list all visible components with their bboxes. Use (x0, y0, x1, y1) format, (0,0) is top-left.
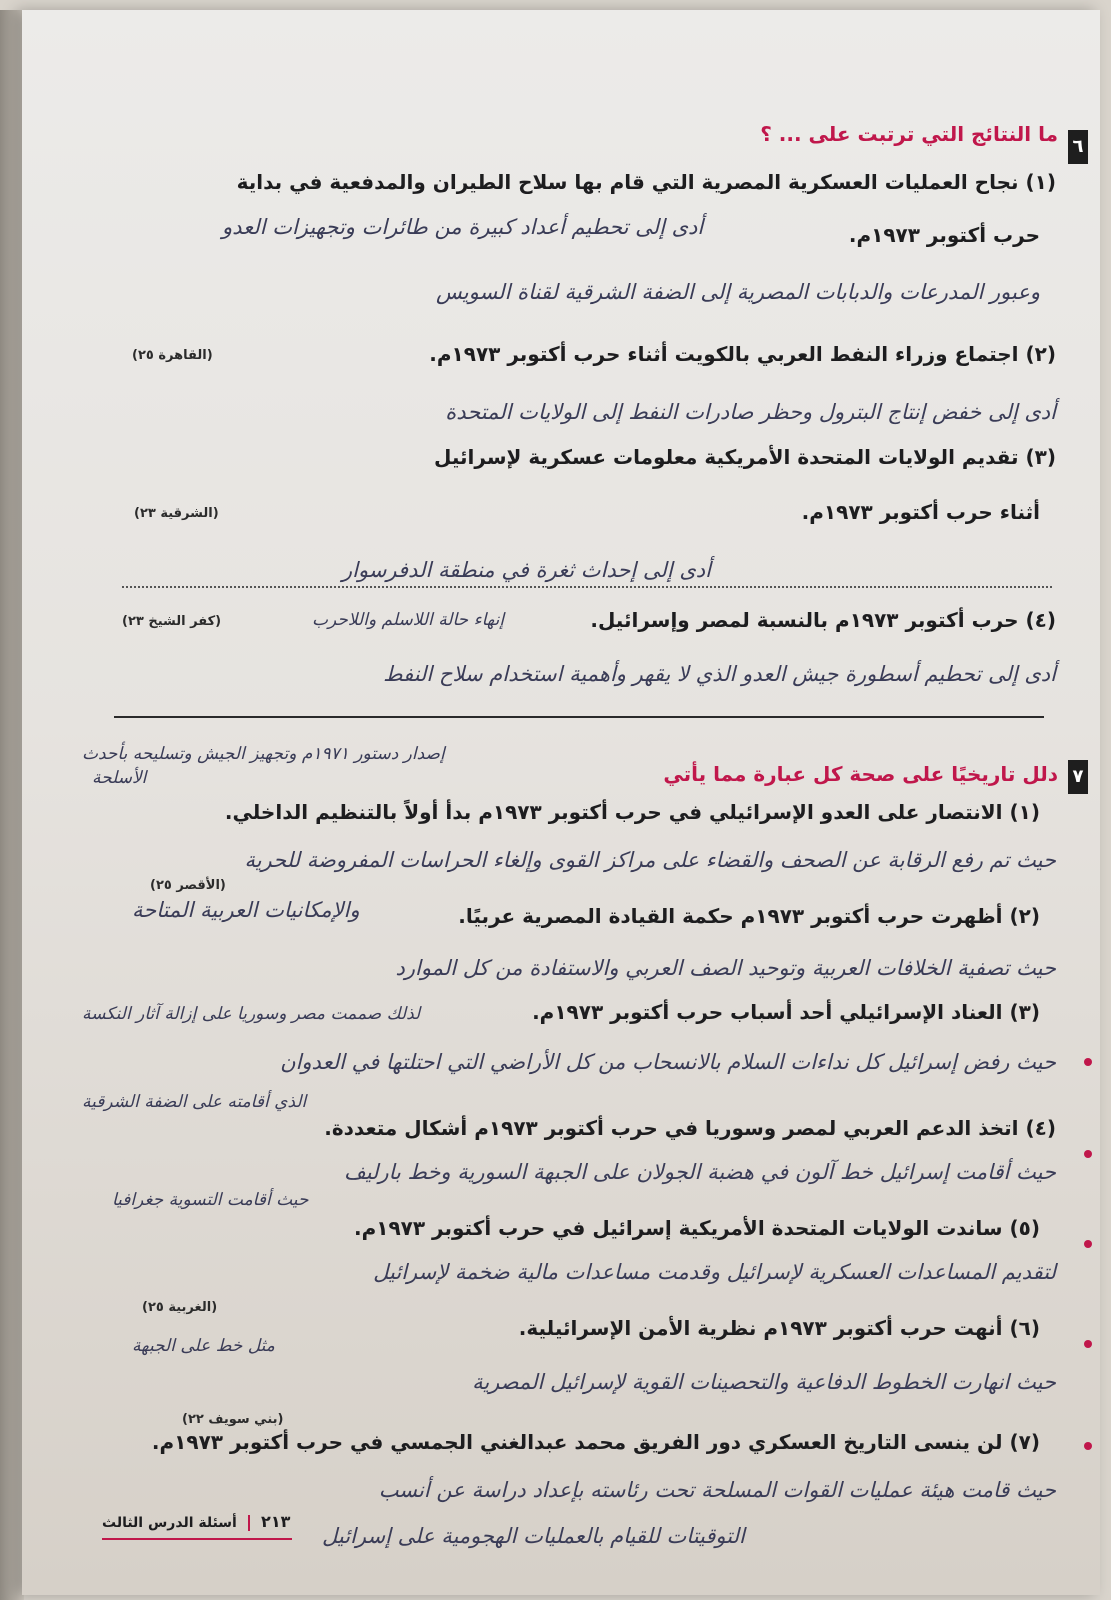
q7-item-6-line-1: (٦) أنهت حرب أكتوبر ١٩٧٣م نظرية الأمن الإسرائيلية. (518, 1316, 1040, 1340)
margin-bullet (1084, 1340, 1092, 1348)
answer-dotted-line (122, 586, 1052, 588)
margin-bullet (1084, 1150, 1092, 1158)
q7-item-7-answer-2: التوقيتات للقيام بالعمليات الهجومية على إسرائيل (322, 1524, 745, 1548)
book-spine (0, 10, 24, 1600)
q6-item-2-line-1: (٢) اجتماع وزراء النفط العربي بالكويت أثناء حرب أكتوبر ١٩٧٣م. (429, 342, 1056, 366)
page-footer (102, 1512, 290, 1531)
footer-section-title: أسئلة الدرس الثالث (102, 1515, 237, 1531)
q7-item-7-source: (بني سويف ٢٢) (182, 1412, 284, 1427)
margin-bullet (1084, 1442, 1092, 1450)
q6-item-1-line-2: حرب أكتوبر ١٩٧٣م. (848, 223, 1040, 247)
q7-item-4-line-1: (٤) اتخذ الدعم العربي لمصر وسوريا في حرب أكتوبر ١٩٧٣م أشكال متعددة. (324, 1116, 1056, 1140)
q6-item-1-answer-1: أدى إلى تحطيم أعداد كبيرة من طائرات وتجهيزات العدو (222, 215, 704, 239)
q7-item-1-line-1: (١) الانتصار على العدو الإسرائيلي في حرب أكتوبر ١٩٧٣م بدأ أولاً بالتنظيم الداخلي. (224, 800, 1040, 824)
q7-item-5-line-answer: حيث أقامت التسوية جغرافيا (112, 1190, 309, 1210)
q6-item-2-source: (القاهرة ٢٥) (132, 348, 213, 363)
q7-item-3-answer-1: حيث رفض إسرائيل كل نداءات السلام بالانسحاب من كل الأراضي التي احتلتها في العدوان (280, 1050, 1056, 1074)
q6-item-2-answer-1: أدى إلى خفض إنتاج البترول وحظر صادرات النفط إلى الولايات المتحدة (445, 400, 1056, 424)
margin-bullet (1084, 1240, 1092, 1248)
footer-underline (102, 1538, 292, 1540)
footer-page-number: ٢١٣ (261, 1512, 291, 1531)
section-divider (114, 716, 1044, 718)
q6-item-3-line-1: (٣) تقديم الولايات المتحدة الأمريكية معلومات عسكرية لإسرائيل (434, 445, 1056, 469)
q7-item-2-answer-1: حيث تصفية الخلافات العربية وتوحيد الصف العربي والاستفادة من كل الموارد (395, 956, 1056, 980)
q7-item-4-line-answer: الذي أقامته على الضفة الشرقية (82, 1092, 307, 1112)
q6-item-3-line-2: أثناء حرب أكتوبر ١٩٧٣م. (801, 500, 1040, 524)
q7-item-1-answer-1: حيث تم رفع الرقابة عن الصحف والقضاء على مراكز القوى وإلغاء الحراسات المفروضة للحرية (244, 848, 1056, 872)
q7-item-2-line-answer: والإمكانيات العربية المتاحة (132, 898, 360, 922)
margin-bullet (1084, 1058, 1092, 1066)
q7-item-5-answer-1: لتقديم المساعدات العسكرية لإسرائيل وقدمت مساعدات مالية ضخمة لإسرائيل (373, 1260, 1056, 1284)
question-6-title: ما النتائج التي ترتبت على ... ؟ (760, 122, 1058, 146)
q7-title-answer-1: إصدار دستور ١٩٧١م وتجهيز الجيش وتسليحه بأحدث (82, 744, 445, 764)
q7-item-7-line-1: (٧) لن ينسى التاريخ العسكري دور الفريق محمد عبدالغني الجمسي في حرب أكتوبر ١٩٧٣م. (151, 1430, 1040, 1454)
book-page (22, 10, 1100, 1595)
q7-item-6-answer-1: حيث انهارت الخطوط الدفاعية والتحصينات القوية لإسرائيل المصرية (472, 1370, 1056, 1394)
q6-item-1-answer-2: وعبور المدرعات والدبابات المصرية إلى الضفة الشرقية لقناة السويس (435, 280, 1040, 304)
q6-item-4-source: (كفر الشيخ ٢٣) (122, 614, 222, 629)
q6-item-1-line-1: (١) نجاح العمليات العسكرية المصرية التي قام بها سلاح الطيران والمدفعية في بداية (236, 170, 1056, 194)
question-7-number-badge: ٧ (1068, 760, 1088, 794)
q6-item-3-answer-1: أدى إلى إحداث ثغرة في منطقة الدفرسوار (342, 558, 711, 582)
q7-item-4-answer-1: حيث أقامت إسرائيل خط آلون في هضبة الجولان على الجبهة السورية وخط بارليف (343, 1160, 1056, 1184)
q6-item-4-line-1: (٤) حرب أكتوبر ١٩٧٣م بالنسبة لمصر وإسرائيل. (590, 608, 1056, 632)
question-7-title: دلل تاريخيًا على صحة كل عبارة مما يأتي (663, 762, 1058, 786)
q7-item-6-source: (الغربية ٢٥) (142, 1300, 218, 1315)
q7-item-2-line-1: (٢) أظهرت حرب أكتوبر ١٩٧٣م حكمة القيادة المصرية عربيًا. (458, 904, 1040, 928)
footer-separator (248, 1515, 250, 1531)
q7-item-3-line-answer: لذلك صممت مصر وسوريا على إزالة آثار النكسة (82, 1004, 421, 1024)
q7-item-7-answer-1: حيث قامت هيئة عمليات القوات المسلحة تحت رئاسته بإعداد دراسة عن أنسب (378, 1478, 1056, 1502)
q6-item-3-source: (الشرقية ٢٣) (134, 506, 219, 521)
question-6-number-badge: ٦ (1068, 130, 1088, 164)
q7-item-5-line-1: (٥) ساندت الولايات المتحدة الأمريكية إسرائيل في حرب أكتوبر ١٩٧٣م. (354, 1216, 1040, 1240)
q7-title-answer-2: الأسلحة (92, 768, 147, 788)
q6-item-4-answer-1: أدى إلى تحطيم أسطورة جيش العدو الذي لا يقهر وأهمية استخدام سلاح النفط (383, 662, 1056, 686)
q7-item-2-source: (الأقصر ٢٥) (150, 878, 226, 893)
q6-item-4-inline-answer: إنهاء حالة اللاسلم واللاحرب (312, 610, 505, 630)
q7-item-6-line-answer: مثل خط على الجبهة (132, 1336, 275, 1356)
q7-item-3-line-1: (٣) العناد الإسرائيلي أحد أسباب حرب أكتوبر ١٩٧٣م. (532, 1000, 1040, 1024)
